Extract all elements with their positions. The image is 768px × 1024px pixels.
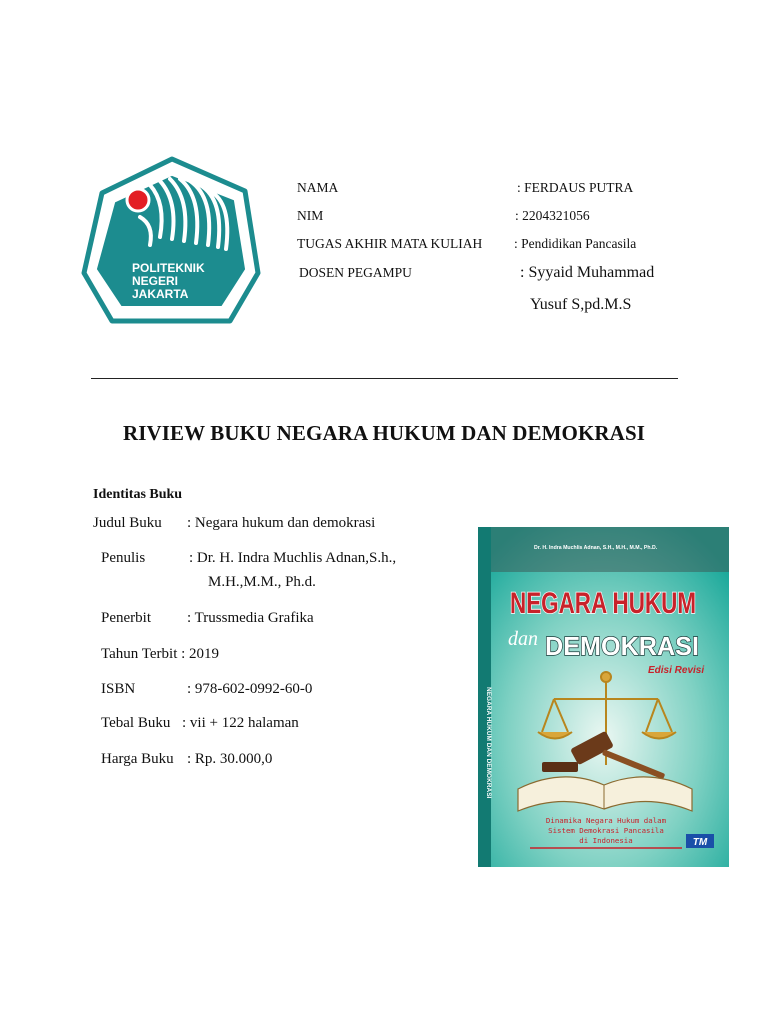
cover-title-dan: dan (508, 628, 538, 650)
pnj-logo (80, 155, 265, 327)
isbn-label: ISBN (101, 681, 136, 697)
dosen-value-line1: : Syyaid Muhammad (520, 264, 655, 281)
tebal-value: : vii + 122 halaman (182, 715, 299, 731)
tugas-label: TUGAS AKHIR MATA KULIAH (297, 236, 483, 251)
logo-text-line1: POLITEKNIK (132, 261, 205, 275)
nim-value: : 2204321056 (515, 208, 590, 223)
judul-value: : Negara hukum dan demokrasi (187, 515, 376, 531)
penulis-value-line2: M.H.,M.M., Ph.d. (208, 574, 316, 590)
tahun-terbit: Tahun Terbit : 2019 (101, 646, 220, 662)
cover-title-line2: DEMOKRASI (545, 631, 699, 661)
penulis-value-line1: : Dr. H. Indra Muchlis Adnan,S.h., (189, 550, 397, 566)
cover-author: Dr. H. Indra Muchlis Adnan, S.H., M.H., M.M., Ph.D. (534, 545, 658, 551)
dosen-value-line2: Yusuf S,pd.M.S (530, 296, 632, 313)
identity-heading: Identitas Buku (93, 487, 183, 502)
penulis-label: Penulis (101, 550, 146, 566)
harga-label: Harga Buku (101, 751, 174, 767)
logo-text-line3: JAKARTA (132, 287, 189, 301)
dosen-label: DOSEN PEGAMPU (299, 265, 412, 280)
cover-edition: Edisi Revisi (648, 665, 705, 676)
penerbit-value: : Trussmedia Grafika (187, 610, 314, 626)
book-cover-image (478, 527, 729, 867)
logo-text-line2: NEGERI (132, 274, 179, 288)
nama-value: : FERDAUS PUTRA (517, 180, 634, 195)
tugas-value: : Pendidikan Pancasila (514, 236, 637, 251)
cover-subtitle-line2: Sistem Demokrasi Pancasila (548, 826, 664, 835)
tebal-label: Tebal Buku (101, 715, 171, 731)
cover-spine-text: NEGARA HUKUM DAN DEMOKRASI (485, 687, 492, 799)
logo-red-dot (127, 189, 149, 211)
penerbit-label: Penerbit (101, 610, 151, 626)
cover-subtitle-line1: Dinamika Negara Hukum dalam (545, 816, 667, 825)
cover-title-line1: NEGARA HUKUM (510, 587, 696, 620)
page-title: RIVIEW BUKU NEGARA HUKUM DAN DEMOKRASI (122, 421, 646, 445)
judul-label: Judul Buku (93, 515, 162, 531)
nim-label: NIM (297, 208, 324, 223)
isbn-value: : 978-602-0992-60-0 (187, 681, 313, 697)
cover-subtitle-line3: di Indonesia (579, 836, 633, 845)
harga-value: : Rp. 30.000,0 (187, 751, 273, 767)
header-divider (91, 378, 678, 379)
nama-label: NAMA (297, 180, 339, 195)
cover-publisher-mark: TM (692, 837, 708, 848)
